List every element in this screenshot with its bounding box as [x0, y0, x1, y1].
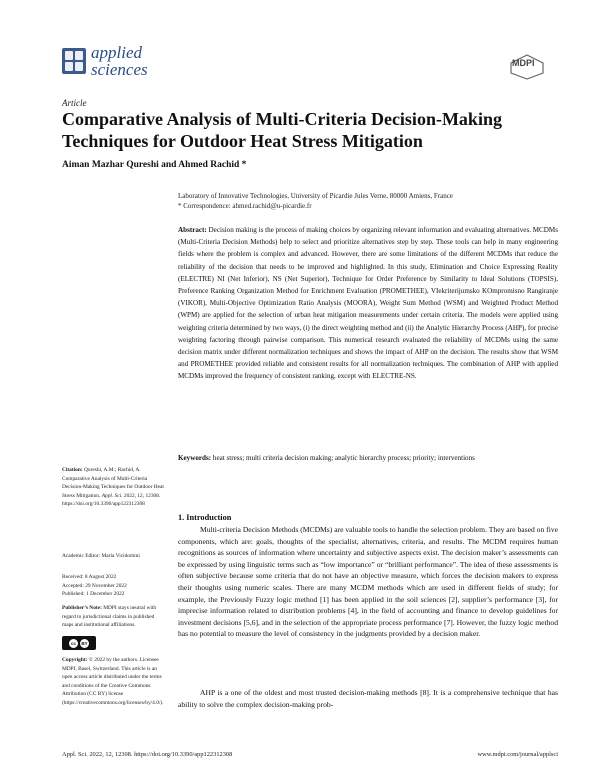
copyright-text: © 2022 by the authors. Licensee MDPI, Basel, Switzerland. This article is an open access article distributed under the terms and conditions of the Creative Commons Attribution (CC BY) license (https://creativecommons.org/licenses/by/4.0/). [62, 657, 164, 706]
abstract [178, 224, 558, 383]
cc-symbol: cc [70, 640, 76, 646]
journal-name-line2: sciences [91, 60, 148, 79]
article-type: Article [62, 98, 87, 108]
keywords-label: Keywords: [178, 454, 212, 462]
publisher-note-text: MDPI stays neutral with regard to jurisdictional claims in published maps and institutional affiliations. [62, 605, 157, 629]
intro-paragraph-2: AHP is a one of the oldest and most trusted decision-making methods [8]. It is a comprehensive technique that has ability to solve the complex decision-making prob- [178, 688, 558, 709]
journal-name-line1: applied [91, 43, 142, 62]
dates-block [62, 573, 166, 599]
academic-editor: Academic Editor: Maria Vicidomini [62, 553, 140, 559]
copyright-label: Copyright: [62, 657, 88, 663]
abstract-label: Abstract: [178, 226, 207, 234]
affiliation-line: Laboratory of Innovative Technologies, University of Picardie Jules Verne, 80000 Amiens, France [178, 192, 453, 200]
correspondence-line[interactable]: * Correspondence: ahmed.rachid@u-picardie.fr [178, 201, 312, 210]
citation-text: Qureshi, A.M.; Rachid, A. Comparative Analysis of Multi-Criteria Decision-Making Techniques for Outdoor Heat Stress Mitigation. [62, 467, 164, 499]
footer-journal-url[interactable]: www.mdpi.com/journal/applsci [477, 751, 558, 758]
affiliation-block [178, 192, 558, 211]
intro-paragraph-1: Multi-criteria Decision Methods (MCDMs) are valuable tools to handle the selection problem. They are based on five components, which are: goals, thoughts of the specialist, alternatives, criteria, and results. The MCDM requires human recognitions as sources of information where uncertainty and subjective aspects exist. The decision maker’s assessments can be expressed by using linguistic terms such as “low importance” or “brilliant performance”. The idea of these assessments is often subjective because some criteria that do not have an objective measure, which forces the decision makers to express their thoughts using numeric scales. There are many MCDM methods which are used in different fields of study; for example, the Previously Fuzzy logic method [1] has been applied in the soil sciences [2], supplier’s performance [3], for imprecise information related to distribution problems [4], in the field of accounting and finance to develop guidelines for investment decisions [5,6], and in the selection of the appropriate process performance [7]. However, the fuzzy logic method has no potential to measure the level of consistency in the judgments provided by a decision maker. [178, 525, 558, 639]
citation-ref[interactable]: 2022, 12, 12308. https://doi.org/10.3390/app122312308 [62, 492, 161, 508]
article-title: Comparative Analysis of Multi-Criteria Decision-Making Techniques for Outdoor Heat Stress Mitigation [62, 109, 502, 151]
section-heading-introduction: 1. Introduction [178, 513, 232, 522]
page-footer [62, 751, 558, 758]
citation-label: Citation: [62, 467, 83, 473]
cc-license-icon[interactable] [62, 636, 96, 650]
abstract-text: Decision making is the process of making choices by organizing relevant information and evaluating alternatives. MCDMs (Multi-Criteria Decision Methods) help to select and prioritize alternatives step by step. These tools can help in many engineering fields where the problem is complex and advanced. However, there are some limitations of the different MCDMs that reduce the reliability of the decision that needs to be improved and highlighted. In this study, Elimination and Choice Expressing Reality (ELECTRE) NI (Net Inferior), NS (Net Superior), Technique for Order Preference by Similarity to Ideal Solutions (TOPSIS), Preference Ranking Organization Method for Enrichment Evaluation (PROMETHEE), VIekriterijumsko KOmpromisno Rangiranje (VIKOR), Multi-Objective Optimization Ratio Analysis (MOORA), Weight Sum Method (WSM) and Weighted Product Method (WPM) are applied for the selection of urban heat mitigation measurements under certain criteria. The models were applied using weighting criteria determined by two ways, (i) the direct weighting method and (ii) the Analytic Hierarchy Process (AHP), for precise weighting factoring through pairwise comparison. This numerical research evaluated the reliability of MCDMs using the same decision matrix under different normalization techniques and shows the impact of AHP on the decision. The results show that WSM and PROMETHEE provided reliable and consistent results for all normalization techniques. The combination of AHP with applied MCDMs improved the frequency of consistent ranking, except with ELECTRE-NS. [178, 226, 558, 381]
copyright-block [62, 656, 166, 708]
citation-block [62, 466, 166, 509]
footer-citation[interactable]: Appl. Sci. 2022, 12, 12308. https://doi.org/10.3390/app122312308 [62, 751, 233, 758]
journal-logo-icon [62, 48, 86, 74]
received-date: Received: 8 August 2022 [62, 574, 117, 580]
journal-name[interactable] [91, 44, 211, 78]
keywords [178, 452, 558, 464]
publisher-note-label: Publisher’s Note: [62, 605, 102, 611]
cc-by-symbol: BY [81, 640, 88, 646]
keywords-text: heat stress; multi criteria decision making; analytic hierarchy process; priority; interventions [212, 454, 475, 462]
publisher-note [62, 604, 166, 630]
published-date: Published: 1 December 2022 [62, 591, 125, 598]
citation-journal: Appl. Sci. [101, 492, 123, 499]
accepted-date: Accepted: 29 November 2022 [62, 582, 127, 589]
author-list: Aiman Mazhar Qureshi and Ahmed Rachid * [62, 160, 247, 170]
mdpi-logo-text: MDPI [512, 58, 535, 68]
